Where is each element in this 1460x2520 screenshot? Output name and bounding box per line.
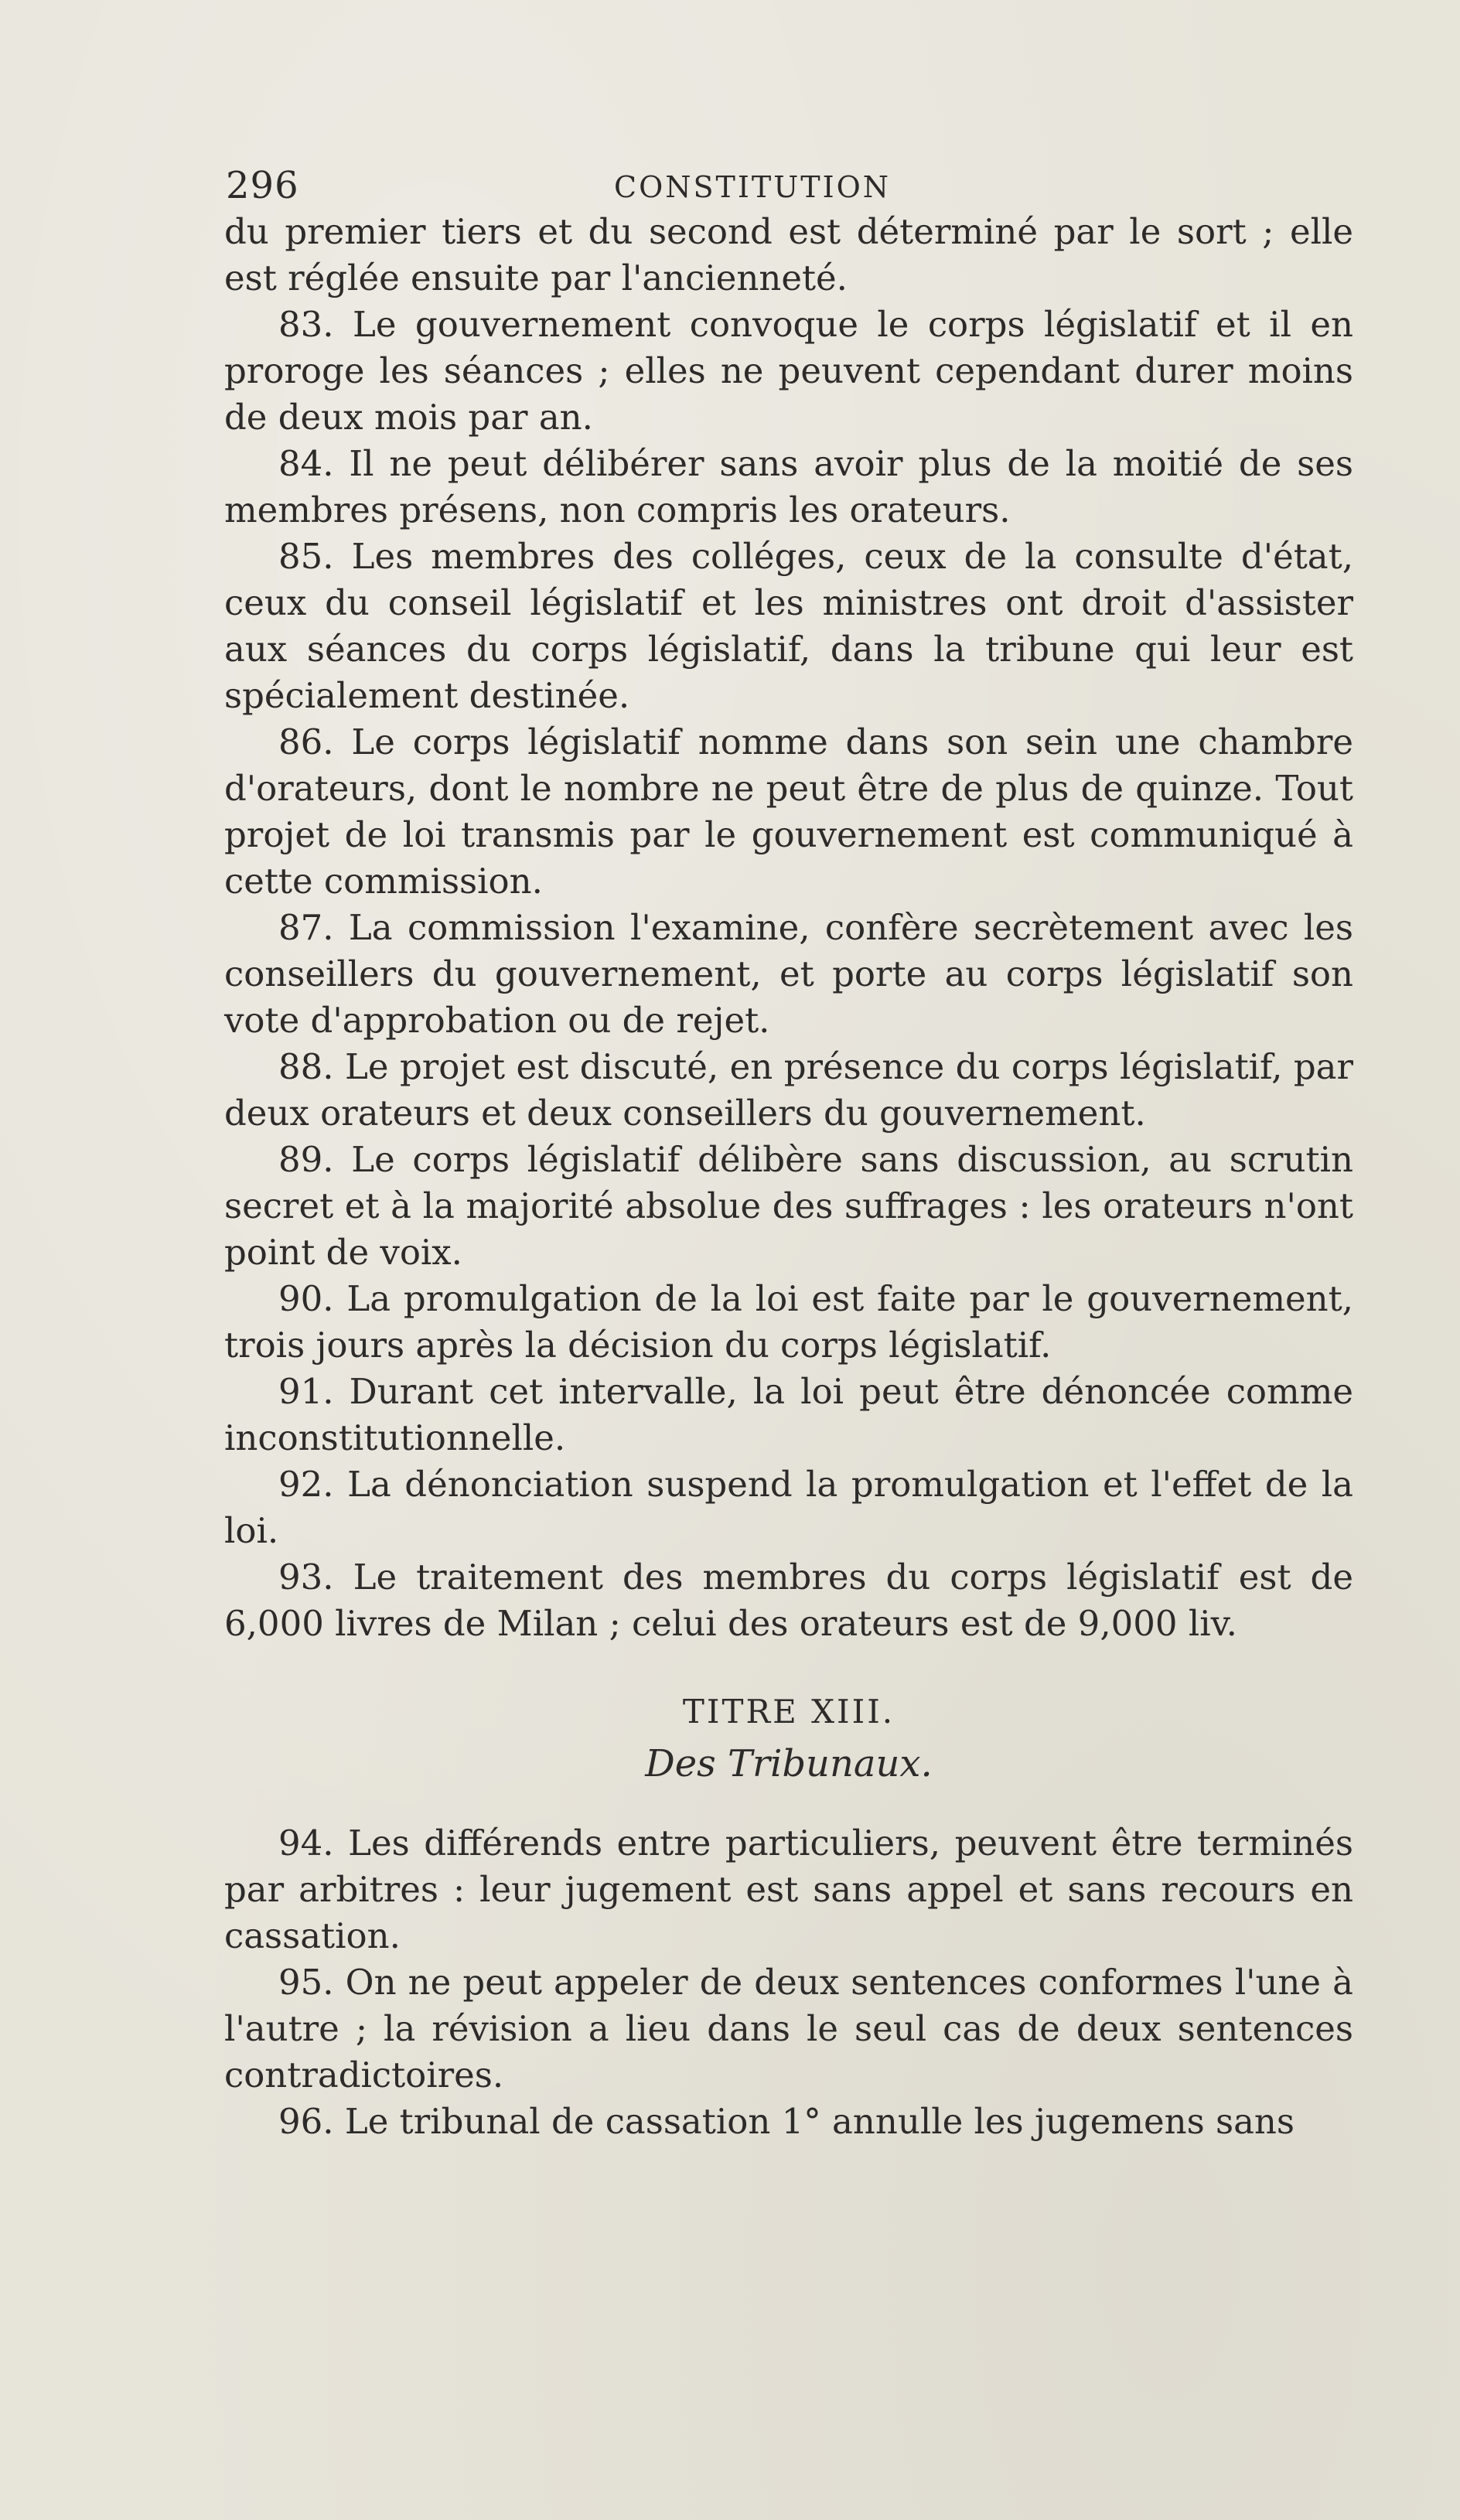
article-83: 83. Le gouvernement convoque le corps législatif et il en proroge les séances ; elles ne peuvent cependant durer moins de deux mois par an. bbox=[224, 304, 1353, 438]
article-94: 94. Les différends entre particuliers, peuvent être terminés par arbitres : leur jugement est sans appel et sans recours en cassation. bbox=[224, 1823, 1353, 1956]
body-text bbox=[224, 209, 1353, 2145]
article-92: 92. La dénonciation suspend la promulgation et l'effet de la loi. bbox=[224, 1464, 1353, 1551]
section-heading bbox=[224, 1687, 1353, 1791]
article-95: 95. On ne peut appeler de deux sentences conformes l'une à l'autre ; la révision a lieu dans le seul cas de deux sentences contradictoires. bbox=[224, 1962, 1353, 2095]
section-subtitle: Des Tribunaux. bbox=[645, 1742, 933, 1785]
article-90: 90. La promulgation de la loi est faite par le gouvernement, trois jours après la décision du corps législatif. bbox=[224, 1278, 1353, 1366]
article-89: 89. Le corps législatif délibère sans discussion, au scrutin secret et à la majorité absolue des suffrages : les orateurs n'ont point de voix. bbox=[224, 1139, 1353, 1273]
paragraph-continuation: du premier tiers et du second est déterminé par le sort ; elle est réglée ensuite par l'ancienneté. bbox=[224, 211, 1353, 298]
page-number: 296 bbox=[226, 164, 299, 207]
article-96: 96. Le tribunal de cassation 1° annulle les jugemens sans bbox=[278, 2101, 1295, 2142]
article-88: 88. Le projet est discuté, en présence du corps législatif, par deux orateurs et deux conseillers du gouvernement. bbox=[224, 1046, 1353, 1134]
running-head: CONSTITUTION bbox=[614, 170, 891, 204]
article-85: 85. Les membres des colléges, ceux de la consulte d'état, ceux du conseil législatif et les ministres ont droit d'assister aux séances du corps législatif, dans la tribune qui leur est spécialement destinée. bbox=[224, 536, 1353, 716]
article-86: 86. Le corps législatif nomme dans son sein une chambre d'orateurs, dont le nombre ne peut être de plus de quinze. Tout projet de loi transmis par le gouvernement est communiqué à cette commission. bbox=[224, 721, 1353, 902]
article-84: 84. Il ne peut délibérer sans avoir plus de la moitié de ses membres présens, non compris les orateurs. bbox=[224, 443, 1353, 530]
page-header bbox=[226, 164, 1355, 210]
section-title: TITRE XIII. bbox=[682, 1693, 895, 1731]
article-87: 87. La commission l'examine, confère secrètement avec les conseillers du gouvernement, et porte au corps législatif son vote d'approbation ou de rejet. bbox=[224, 907, 1353, 1041]
article-93: 93. Le traitement des membres du corps législatif est de 6,000 livres de Milan ; celui des orateurs est de 9,000 liv. bbox=[224, 1557, 1353, 1644]
article-91: 91. Durant cet intervalle, la loi peut être dénoncée comme inconstitutionnelle. bbox=[224, 1371, 1353, 1458]
